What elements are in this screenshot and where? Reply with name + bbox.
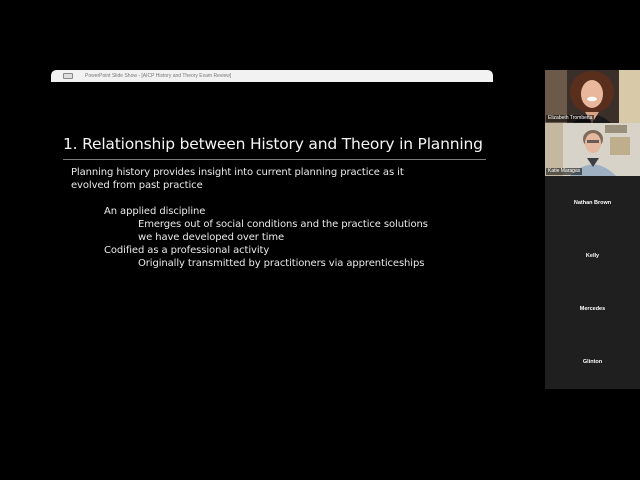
presentation-slide [51, 82, 493, 410]
participant-name: Elizabeth Trombetta [548, 115, 593, 121]
powerpoint-slideshow-icon [63, 73, 73, 79]
bullet-line: we have developed over time [138, 232, 285, 243]
participant-tile[interactable] [545, 335, 640, 388]
bullet-level-3 [138, 218, 428, 244]
participant-name: Kelly [585, 253, 600, 259]
participant-name: Mercedes [579, 306, 606, 312]
bullet-line: Originally transmitted by practitioners via apprenticeships [138, 258, 425, 269]
window-titlebar[interactable] [51, 70, 493, 82]
participant-tile[interactable] [545, 282, 640, 335]
participant-tile[interactable] [545, 229, 640, 282]
participant-name: Katie Maragas [548, 168, 581, 174]
participant-tile-video[interactable] [545, 123, 640, 176]
participant-gallery [545, 70, 640, 389]
bullet-line: An applied discipline [104, 206, 206, 217]
bullet-line: Emerges out of social conditions and the practice solutions [138, 219, 428, 230]
window-title: PowerPoint Slide Show - [AICP History and Theory Exam Review] [85, 73, 232, 79]
participant-name: Glinton [582, 359, 603, 365]
shared-screen-window [51, 70, 493, 410]
participant-name: Nathan Brown [573, 200, 612, 206]
bullet-level-2 [104, 205, 205, 218]
participant-tile-video[interactable] [545, 70, 640, 123]
bullet-line: Codified as a professional activity [104, 245, 270, 256]
slide-title: 1. Relationship between History and Theory in Planning [63, 135, 483, 153]
bullet-line: Planning history provides insight into current planning practice as it [71, 167, 404, 178]
bullet-level-2 [104, 244, 269, 257]
title-divider [63, 159, 486, 160]
bullet-level-1 [71, 166, 404, 192]
bullet-level-3 [138, 257, 424, 270]
bullet-line: evolved from past practice [71, 180, 203, 191]
participant-tile[interactable] [545, 176, 640, 229]
